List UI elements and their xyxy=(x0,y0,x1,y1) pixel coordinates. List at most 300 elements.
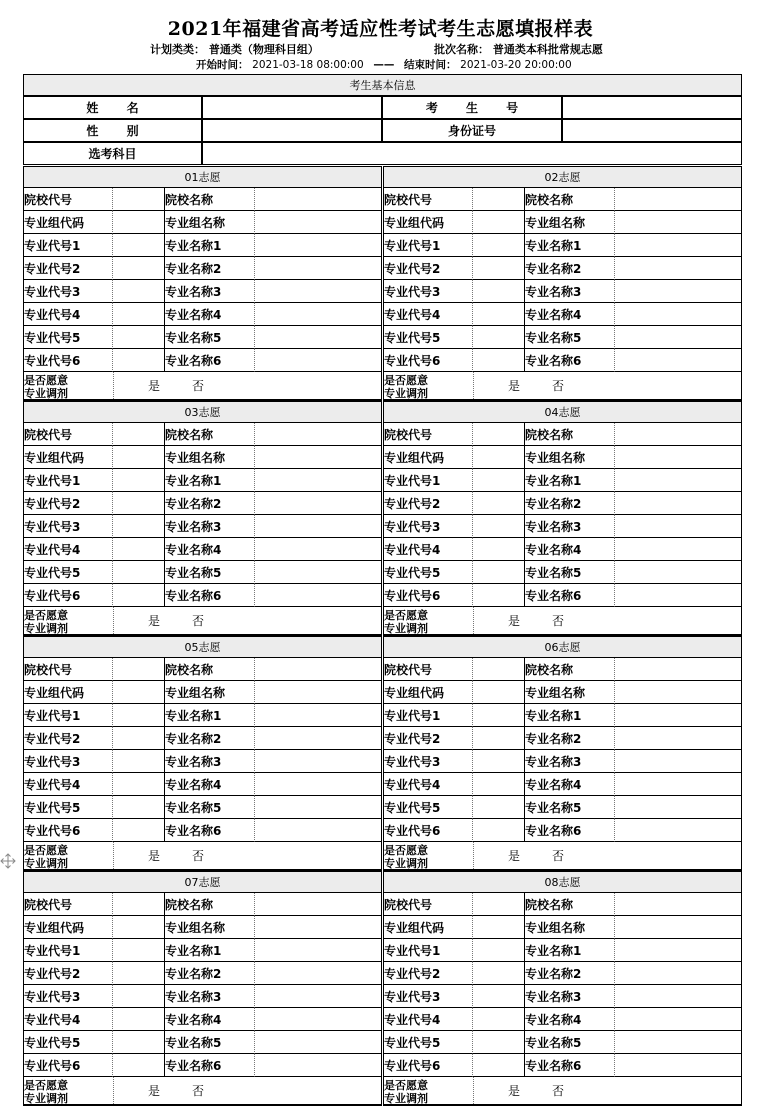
volunteer-header: 05志愿 xyxy=(23,636,382,658)
group-name-label: 专业组名称 xyxy=(164,446,254,469)
major-5-code-label: 专业代号5 xyxy=(383,796,472,819)
major-4-code-label: 专业代号4 xyxy=(383,1008,472,1031)
major-5-name-field[interactable] xyxy=(254,561,382,584)
school-name-field[interactable] xyxy=(254,893,382,916)
major-3-code-field[interactable] xyxy=(472,985,524,1008)
volunteer-row-major-1 xyxy=(383,469,742,492)
adjust-label-line2: 专业调剂 xyxy=(384,1092,428,1105)
volunteer-row-major-4 xyxy=(383,538,742,561)
volunteer-row-group xyxy=(383,916,742,939)
major-2-name-field[interactable] xyxy=(254,962,382,985)
school-name-field[interactable] xyxy=(254,658,382,681)
adjust-yes-option[interactable]: 是 xyxy=(148,849,161,863)
major-1-name-label: 专业名称1 xyxy=(524,939,614,962)
subjects-field[interactable] xyxy=(202,142,742,165)
major-6-code-label: 专业代号6 xyxy=(383,1054,472,1077)
major-5-code-field[interactable] xyxy=(112,561,164,584)
major-6-code-field[interactable] xyxy=(112,584,164,607)
major-2-name-field[interactable] xyxy=(614,727,742,750)
major-4-name-field[interactable] xyxy=(614,303,742,326)
group-code-label: 专业组代码 xyxy=(23,916,112,939)
major-4-code-field[interactable] xyxy=(472,538,524,561)
major-4-name-label: 专业名称4 xyxy=(524,538,614,561)
major-3-code-field[interactable] xyxy=(112,750,164,773)
time-range xyxy=(196,57,572,72)
adjust-label-line1: 是否愿意 xyxy=(384,374,428,387)
major-3-name-field[interactable] xyxy=(614,985,742,1008)
adjust-no-option[interactable]: 否 xyxy=(192,379,205,393)
volunteer-header: 01志愿 xyxy=(23,166,382,188)
major-6-name-field[interactable] xyxy=(254,584,382,607)
major-2-name-field[interactable] xyxy=(614,962,742,985)
major-3-name-label: 专业名称3 xyxy=(164,280,254,303)
major-6-name-label: 专业名称6 xyxy=(164,584,254,607)
major-5-name-field[interactable] xyxy=(254,326,382,349)
major-6-code-field[interactable] xyxy=(112,1054,164,1077)
major-5-code-field[interactable] xyxy=(472,1031,524,1054)
major-4-name-label: 专业名称4 xyxy=(524,773,614,796)
major-6-code-field[interactable] xyxy=(472,349,524,372)
major-5-code-field[interactable] xyxy=(472,796,524,819)
volunteer-1 xyxy=(23,166,382,401)
volunteer-row-major-1 xyxy=(23,234,382,257)
adjust-label xyxy=(384,372,473,399)
major-5-code-label: 专业代号5 xyxy=(23,796,112,819)
adjust-row xyxy=(383,372,742,401)
adjust-yes-option[interactable]: 是 xyxy=(148,614,161,628)
volunteer-row-group xyxy=(23,916,382,939)
group-name-label: 专业组名称 xyxy=(164,211,254,234)
adjust-yes-option[interactable]: 是 xyxy=(508,849,521,863)
major-2-name-label: 专业名称2 xyxy=(524,727,614,750)
move-arrows-icon[interactable] xyxy=(0,853,16,869)
group-name-field[interactable] xyxy=(254,916,382,939)
major-4-code-field[interactable] xyxy=(112,773,164,796)
volunteer-header: 08志愿 xyxy=(383,871,742,893)
major-5-name-field[interactable] xyxy=(614,326,742,349)
major-5-code-label: 专业代号5 xyxy=(383,326,472,349)
major-4-code-label: 专业代号4 xyxy=(23,1008,112,1031)
major-5-name-label: 专业名称5 xyxy=(164,796,254,819)
group-code-label: 专业组代码 xyxy=(23,446,112,469)
major-3-code-label: 专业代号3 xyxy=(383,515,472,538)
volunteer-6 xyxy=(383,636,742,871)
exam-no-label: 考 生 号 xyxy=(382,96,562,119)
volunteer-row-major-4 xyxy=(383,773,742,796)
group-code-field[interactable] xyxy=(112,211,164,234)
major-1-code-field[interactable] xyxy=(472,469,524,492)
major-1-name-label: 专业名称1 xyxy=(164,704,254,727)
volunteer-row-major-4 xyxy=(23,1008,382,1031)
major-5-code-field[interactable] xyxy=(112,326,164,349)
major-4-name-field[interactable] xyxy=(614,538,742,561)
major-6-code-field[interactable] xyxy=(472,1054,524,1077)
major-2-code-field[interactable] xyxy=(472,727,524,750)
major-5-name-label: 专业名称5 xyxy=(524,561,614,584)
volunteer-row-school xyxy=(23,893,382,916)
adjust-no-option[interactable]: 否 xyxy=(552,849,565,863)
major-3-name-field[interactable] xyxy=(254,750,382,773)
school-name-field[interactable] xyxy=(614,188,742,211)
major-2-name-label: 专业名称2 xyxy=(164,962,254,985)
major-1-code-label: 专业代号1 xyxy=(23,704,112,727)
major-4-code-field[interactable] xyxy=(472,1008,524,1031)
group-name-field[interactable] xyxy=(254,211,382,234)
volunteer-blocks xyxy=(23,166,742,1106)
major-1-name-label: 专业名称1 xyxy=(524,469,614,492)
school-name-label: 院校名称 xyxy=(524,188,614,211)
major-3-name-label: 专业名称3 xyxy=(524,280,614,303)
major-1-code-field[interactable] xyxy=(112,704,164,727)
volunteer-pair xyxy=(23,166,742,401)
major-3-name-field[interactable] xyxy=(254,515,382,538)
major-3-name-field[interactable] xyxy=(614,750,742,773)
time-dash: —— xyxy=(373,59,395,71)
major-6-name-field[interactable] xyxy=(614,819,742,842)
major-4-code-field[interactable] xyxy=(112,538,164,561)
major-5-code-field[interactable] xyxy=(472,561,524,584)
major-6-name-label: 专业名称6 xyxy=(524,819,614,842)
basic-info-header: 考生基本信息 xyxy=(23,74,742,96)
adjust-yes-option[interactable]: 是 xyxy=(508,1084,521,1098)
group-name-field[interactable] xyxy=(614,681,742,704)
major-1-name-field[interactable] xyxy=(254,939,382,962)
volunteer-row-major-1 xyxy=(383,939,742,962)
group-name-field[interactable] xyxy=(254,681,382,704)
major-2-name-label: 专业名称2 xyxy=(164,727,254,750)
gender-field[interactable] xyxy=(202,119,382,142)
major-6-code-label: 专业代号6 xyxy=(383,819,472,842)
group-code-field[interactable] xyxy=(472,916,524,939)
volunteer-row-major-2 xyxy=(23,962,382,985)
group-code-field[interactable] xyxy=(472,211,524,234)
volunteer-row-major-6 xyxy=(23,1054,382,1077)
major-2-name-field[interactable] xyxy=(614,492,742,515)
major-2-code-label: 专业代号2 xyxy=(383,727,472,750)
adjust-options xyxy=(473,842,613,869)
major-1-code-field[interactable] xyxy=(472,234,524,257)
major-5-code-field[interactable] xyxy=(472,326,524,349)
adjust-options xyxy=(113,372,253,399)
volunteer-row-school xyxy=(383,893,742,916)
major-2-code-field[interactable] xyxy=(472,257,524,280)
major-5-code-label: 专业代号5 xyxy=(383,1031,472,1054)
adjust-yes-option[interactable]: 是 xyxy=(148,379,161,393)
major-1-code-field[interactable] xyxy=(112,939,164,962)
major-3-name-label: 专业名称3 xyxy=(524,515,614,538)
school-name-field[interactable] xyxy=(614,658,742,681)
major-4-code-label: 专业代号4 xyxy=(383,538,472,561)
major-2-code-field[interactable] xyxy=(112,492,164,515)
major-2-code-label: 专业代号2 xyxy=(383,962,472,985)
volunteer-row-major-6 xyxy=(23,584,382,607)
major-2-code-field[interactable] xyxy=(112,727,164,750)
major-3-name-label: 专业名称3 xyxy=(164,515,254,538)
group-name-field[interactable] xyxy=(614,446,742,469)
major-4-name-field[interactable] xyxy=(254,538,382,561)
major-1-name-field[interactable] xyxy=(614,939,742,962)
major-3-name-field[interactable] xyxy=(254,280,382,303)
major-2-code-field[interactable] xyxy=(112,257,164,280)
major-5-code-field[interactable] xyxy=(112,1031,164,1054)
volunteer-pair xyxy=(23,401,742,636)
major-2-code-label: 专业代号2 xyxy=(23,257,112,280)
major-6-name-field[interactable] xyxy=(254,819,382,842)
adjust-label xyxy=(24,607,113,634)
adjust-yes-option[interactable]: 是 xyxy=(508,379,521,393)
volunteer-row-group xyxy=(23,211,382,234)
major-6-code-field[interactable] xyxy=(472,819,524,842)
volunteer-row-major-4 xyxy=(23,773,382,796)
adjust-options xyxy=(113,607,253,634)
group-code-field[interactable] xyxy=(472,681,524,704)
major-1-name-field[interactable] xyxy=(254,704,382,727)
major-1-name-field[interactable] xyxy=(614,704,742,727)
major-4-name-label: 专业名称4 xyxy=(164,773,254,796)
group-code-field[interactable] xyxy=(472,446,524,469)
adjust-yes-option[interactable]: 是 xyxy=(508,614,521,628)
major-4-name-field[interactable] xyxy=(614,1008,742,1031)
major-2-code-label: 专业代号2 xyxy=(383,492,472,515)
school-code-field[interactable] xyxy=(472,658,524,681)
major-6-name-label: 专业名称6 xyxy=(524,349,614,372)
major-2-name-field[interactable] xyxy=(614,257,742,280)
major-4-code-label: 专业代号4 xyxy=(383,773,472,796)
school-name-label: 院校名称 xyxy=(164,188,254,211)
school-code-field[interactable] xyxy=(112,658,164,681)
major-4-name-field[interactable] xyxy=(254,1008,382,1031)
adjust-label-line2: 专业调剂 xyxy=(384,387,428,400)
group-code-field[interactable] xyxy=(112,916,164,939)
major-1-code-field[interactable] xyxy=(112,234,164,257)
major-2-name-field[interactable] xyxy=(254,727,382,750)
group-code-label: 专业组代码 xyxy=(23,211,112,234)
school-name-field[interactable] xyxy=(254,423,382,446)
volunteer-row-major-5 xyxy=(383,326,742,349)
volunteer-row-major-6 xyxy=(23,349,382,372)
major-6-name-field[interactable] xyxy=(614,584,742,607)
major-3-name-label: 专业名称3 xyxy=(164,750,254,773)
major-3-code-field[interactable] xyxy=(112,280,164,303)
school-name-field[interactable] xyxy=(614,423,742,446)
adjust-label-line2: 专业调剂 xyxy=(24,622,68,635)
major-2-code-label: 专业代号2 xyxy=(383,257,472,280)
major-2-code-label: 专业代号2 xyxy=(23,727,112,750)
adjust-row xyxy=(383,842,742,871)
major-5-code-label: 专业代号5 xyxy=(23,326,112,349)
plan-type xyxy=(150,41,319,57)
major-2-code-field[interactable] xyxy=(472,962,524,985)
major-6-code-label: 专业代号6 xyxy=(23,819,112,842)
major-4-code-label: 专业代号4 xyxy=(23,303,112,326)
major-4-name-field[interactable] xyxy=(254,303,382,326)
major-2-name-label: 专业名称2 xyxy=(524,492,614,515)
group-name-field[interactable] xyxy=(614,211,742,234)
group-code-field[interactable] xyxy=(112,681,164,704)
school-code-field[interactable] xyxy=(112,893,164,916)
group-name-field[interactable] xyxy=(254,446,382,469)
major-3-code-label: 专业代号3 xyxy=(23,750,112,773)
volunteer-4 xyxy=(383,401,742,636)
plan-type-value: 普通类（物理科目组） xyxy=(208,43,319,56)
adjust-options xyxy=(473,1077,613,1104)
major-1-name-field[interactable] xyxy=(254,234,382,257)
major-2-code-field[interactable] xyxy=(472,492,524,515)
id-field[interactable] xyxy=(562,119,742,142)
major-3-code-field[interactable] xyxy=(472,515,524,538)
batch-label: 批次名称： xyxy=(434,43,489,56)
adjust-no-option[interactable]: 否 xyxy=(552,379,565,393)
major-5-name-field[interactable] xyxy=(254,796,382,819)
gender-label: 性 别 xyxy=(23,119,202,142)
major-4-name-label: 专业名称4 xyxy=(164,303,254,326)
volunteer-row-school xyxy=(23,188,382,211)
major-4-code-field[interactable] xyxy=(472,773,524,796)
major-4-name-field[interactable] xyxy=(614,773,742,796)
major-3-name-field[interactable] xyxy=(614,515,742,538)
major-1-name-field[interactable] xyxy=(614,234,742,257)
major-6-code-field[interactable] xyxy=(472,584,524,607)
volunteer-row-group xyxy=(383,211,742,234)
major-5-name-field[interactable] xyxy=(614,796,742,819)
school-code-field[interactable] xyxy=(472,423,524,446)
major-4-name-field[interactable] xyxy=(254,773,382,796)
major-6-name-field[interactable] xyxy=(614,349,742,372)
volunteer-row-major-5 xyxy=(383,796,742,819)
major-6-code-field[interactable] xyxy=(112,349,164,372)
major-6-name-field[interactable] xyxy=(254,349,382,372)
major-3-name-field[interactable] xyxy=(254,985,382,1008)
adjust-options xyxy=(473,607,613,634)
group-name-field[interactable] xyxy=(614,916,742,939)
subjects-label: 选考科目 xyxy=(23,142,202,165)
school-name-label: 院校名称 xyxy=(164,423,254,446)
volunteer-row-major-1 xyxy=(23,469,382,492)
school-name-field[interactable] xyxy=(614,893,742,916)
group-name-label: 专业组名称 xyxy=(524,211,614,234)
volunteer-row-major-2 xyxy=(383,962,742,985)
id-label: 身份证号 xyxy=(382,119,562,142)
major-3-code-field[interactable] xyxy=(472,750,524,773)
major-5-name-label: 专业名称5 xyxy=(524,1031,614,1054)
major-3-code-field[interactable] xyxy=(472,280,524,303)
volunteer-row-major-5 xyxy=(23,796,382,819)
adjust-spacer xyxy=(613,842,741,869)
volunteer-row-school xyxy=(23,423,382,446)
group-code-field[interactable] xyxy=(112,446,164,469)
volunteer-row-major-2 xyxy=(383,257,742,280)
major-3-name-label: 专业名称3 xyxy=(164,985,254,1008)
adjust-label-line2: 专业调剂 xyxy=(384,857,428,870)
school-name-field[interactable] xyxy=(254,188,382,211)
volunteer-2 xyxy=(383,166,742,401)
adjust-no-option[interactable]: 否 xyxy=(192,1084,205,1098)
major-1-name-field[interactable] xyxy=(254,469,382,492)
volunteer-row-major-2 xyxy=(23,257,382,280)
major-1-code-field[interactable] xyxy=(472,939,524,962)
school-code-label: 院校代号 xyxy=(383,893,472,916)
major-2-name-field[interactable] xyxy=(254,257,382,280)
major-1-name-label: 专业名称1 xyxy=(164,234,254,257)
major-5-name-field[interactable] xyxy=(614,1031,742,1054)
adjust-no-option[interactable]: 否 xyxy=(552,614,565,628)
school-name-label: 院校名称 xyxy=(524,893,614,916)
adjust-label-line2: 专业调剂 xyxy=(384,622,428,635)
adjust-spacer xyxy=(613,607,741,634)
adjust-label-line2: 专业调剂 xyxy=(24,1092,68,1105)
group-name-label: 专业组名称 xyxy=(164,916,254,939)
adjust-label-line1: 是否愿意 xyxy=(24,1079,68,1092)
major-1-code-field[interactable] xyxy=(112,469,164,492)
volunteer-row-school xyxy=(383,658,742,681)
major-6-code-field[interactable] xyxy=(112,819,164,842)
major-1-name-label: 专业名称1 xyxy=(524,234,614,257)
school-code-label: 院校代号 xyxy=(23,423,112,446)
volunteer-row-major-4 xyxy=(383,1008,742,1031)
volunteer-row-group xyxy=(23,681,382,704)
major-1-name-field[interactable] xyxy=(614,469,742,492)
major-2-code-field[interactable] xyxy=(112,962,164,985)
group-code-label: 专业组代码 xyxy=(383,211,472,234)
school-code-label: 院校代号 xyxy=(383,658,472,681)
major-6-name-field[interactable] xyxy=(614,1054,742,1077)
adjust-spacer xyxy=(253,607,381,634)
adjust-no-option[interactable]: 否 xyxy=(552,1084,565,1098)
page-title: 2021年福建省高考适应性考试考生志愿填报样表 xyxy=(167,18,594,40)
exam-no-field[interactable] xyxy=(562,96,742,119)
group-name-label: 专业组名称 xyxy=(524,446,614,469)
major-3-code-field[interactable] xyxy=(112,515,164,538)
volunteer-row-major-6 xyxy=(383,584,742,607)
volunteer-row-major-6 xyxy=(383,349,742,372)
major-6-name-label: 专业名称6 xyxy=(164,819,254,842)
major-5-code-label: 专业代号5 xyxy=(23,561,112,584)
school-code-field[interactable] xyxy=(472,188,524,211)
major-5-name-field[interactable] xyxy=(254,1031,382,1054)
school-code-field[interactable] xyxy=(112,423,164,446)
major-3-name-field[interactable] xyxy=(614,280,742,303)
major-6-code-label: 专业代号6 xyxy=(23,1054,112,1077)
school-code-label: 院校代号 xyxy=(383,423,472,446)
major-1-code-field[interactable] xyxy=(472,704,524,727)
major-6-name-field[interactable] xyxy=(254,1054,382,1077)
major-5-code-field[interactable] xyxy=(112,796,164,819)
volunteer-header: 02志愿 xyxy=(383,166,742,188)
major-2-name-label: 专业名称2 xyxy=(164,257,254,280)
school-code-field[interactable] xyxy=(112,188,164,211)
school-code-field[interactable] xyxy=(472,893,524,916)
adjust-no-option[interactable]: 否 xyxy=(192,849,205,863)
volunteer-row-major-6 xyxy=(383,1054,742,1077)
volunteer-row-major-4 xyxy=(23,538,382,561)
name-field[interactable] xyxy=(202,96,382,119)
adjust-yes-option[interactable]: 是 xyxy=(148,1084,161,1098)
major-2-name-field[interactable] xyxy=(254,492,382,515)
name-label: 姓 名 xyxy=(23,96,202,119)
volunteer-row-school xyxy=(383,188,742,211)
adjust-no-option[interactable]: 否 xyxy=(192,614,205,628)
major-5-code-label: 专业代号5 xyxy=(23,1031,112,1054)
major-5-name-field[interactable] xyxy=(614,561,742,584)
plan-type-label: 计划类类： xyxy=(150,43,205,56)
major-4-code-field[interactable] xyxy=(112,1008,164,1031)
major-4-code-field[interactable] xyxy=(112,303,164,326)
adjust-label-line1: 是否愿意 xyxy=(24,844,68,857)
major-4-code-field[interactable] xyxy=(472,303,524,326)
adjust-row xyxy=(23,842,382,871)
adjust-label xyxy=(24,842,113,869)
major-3-code-field[interactable] xyxy=(112,985,164,1008)
